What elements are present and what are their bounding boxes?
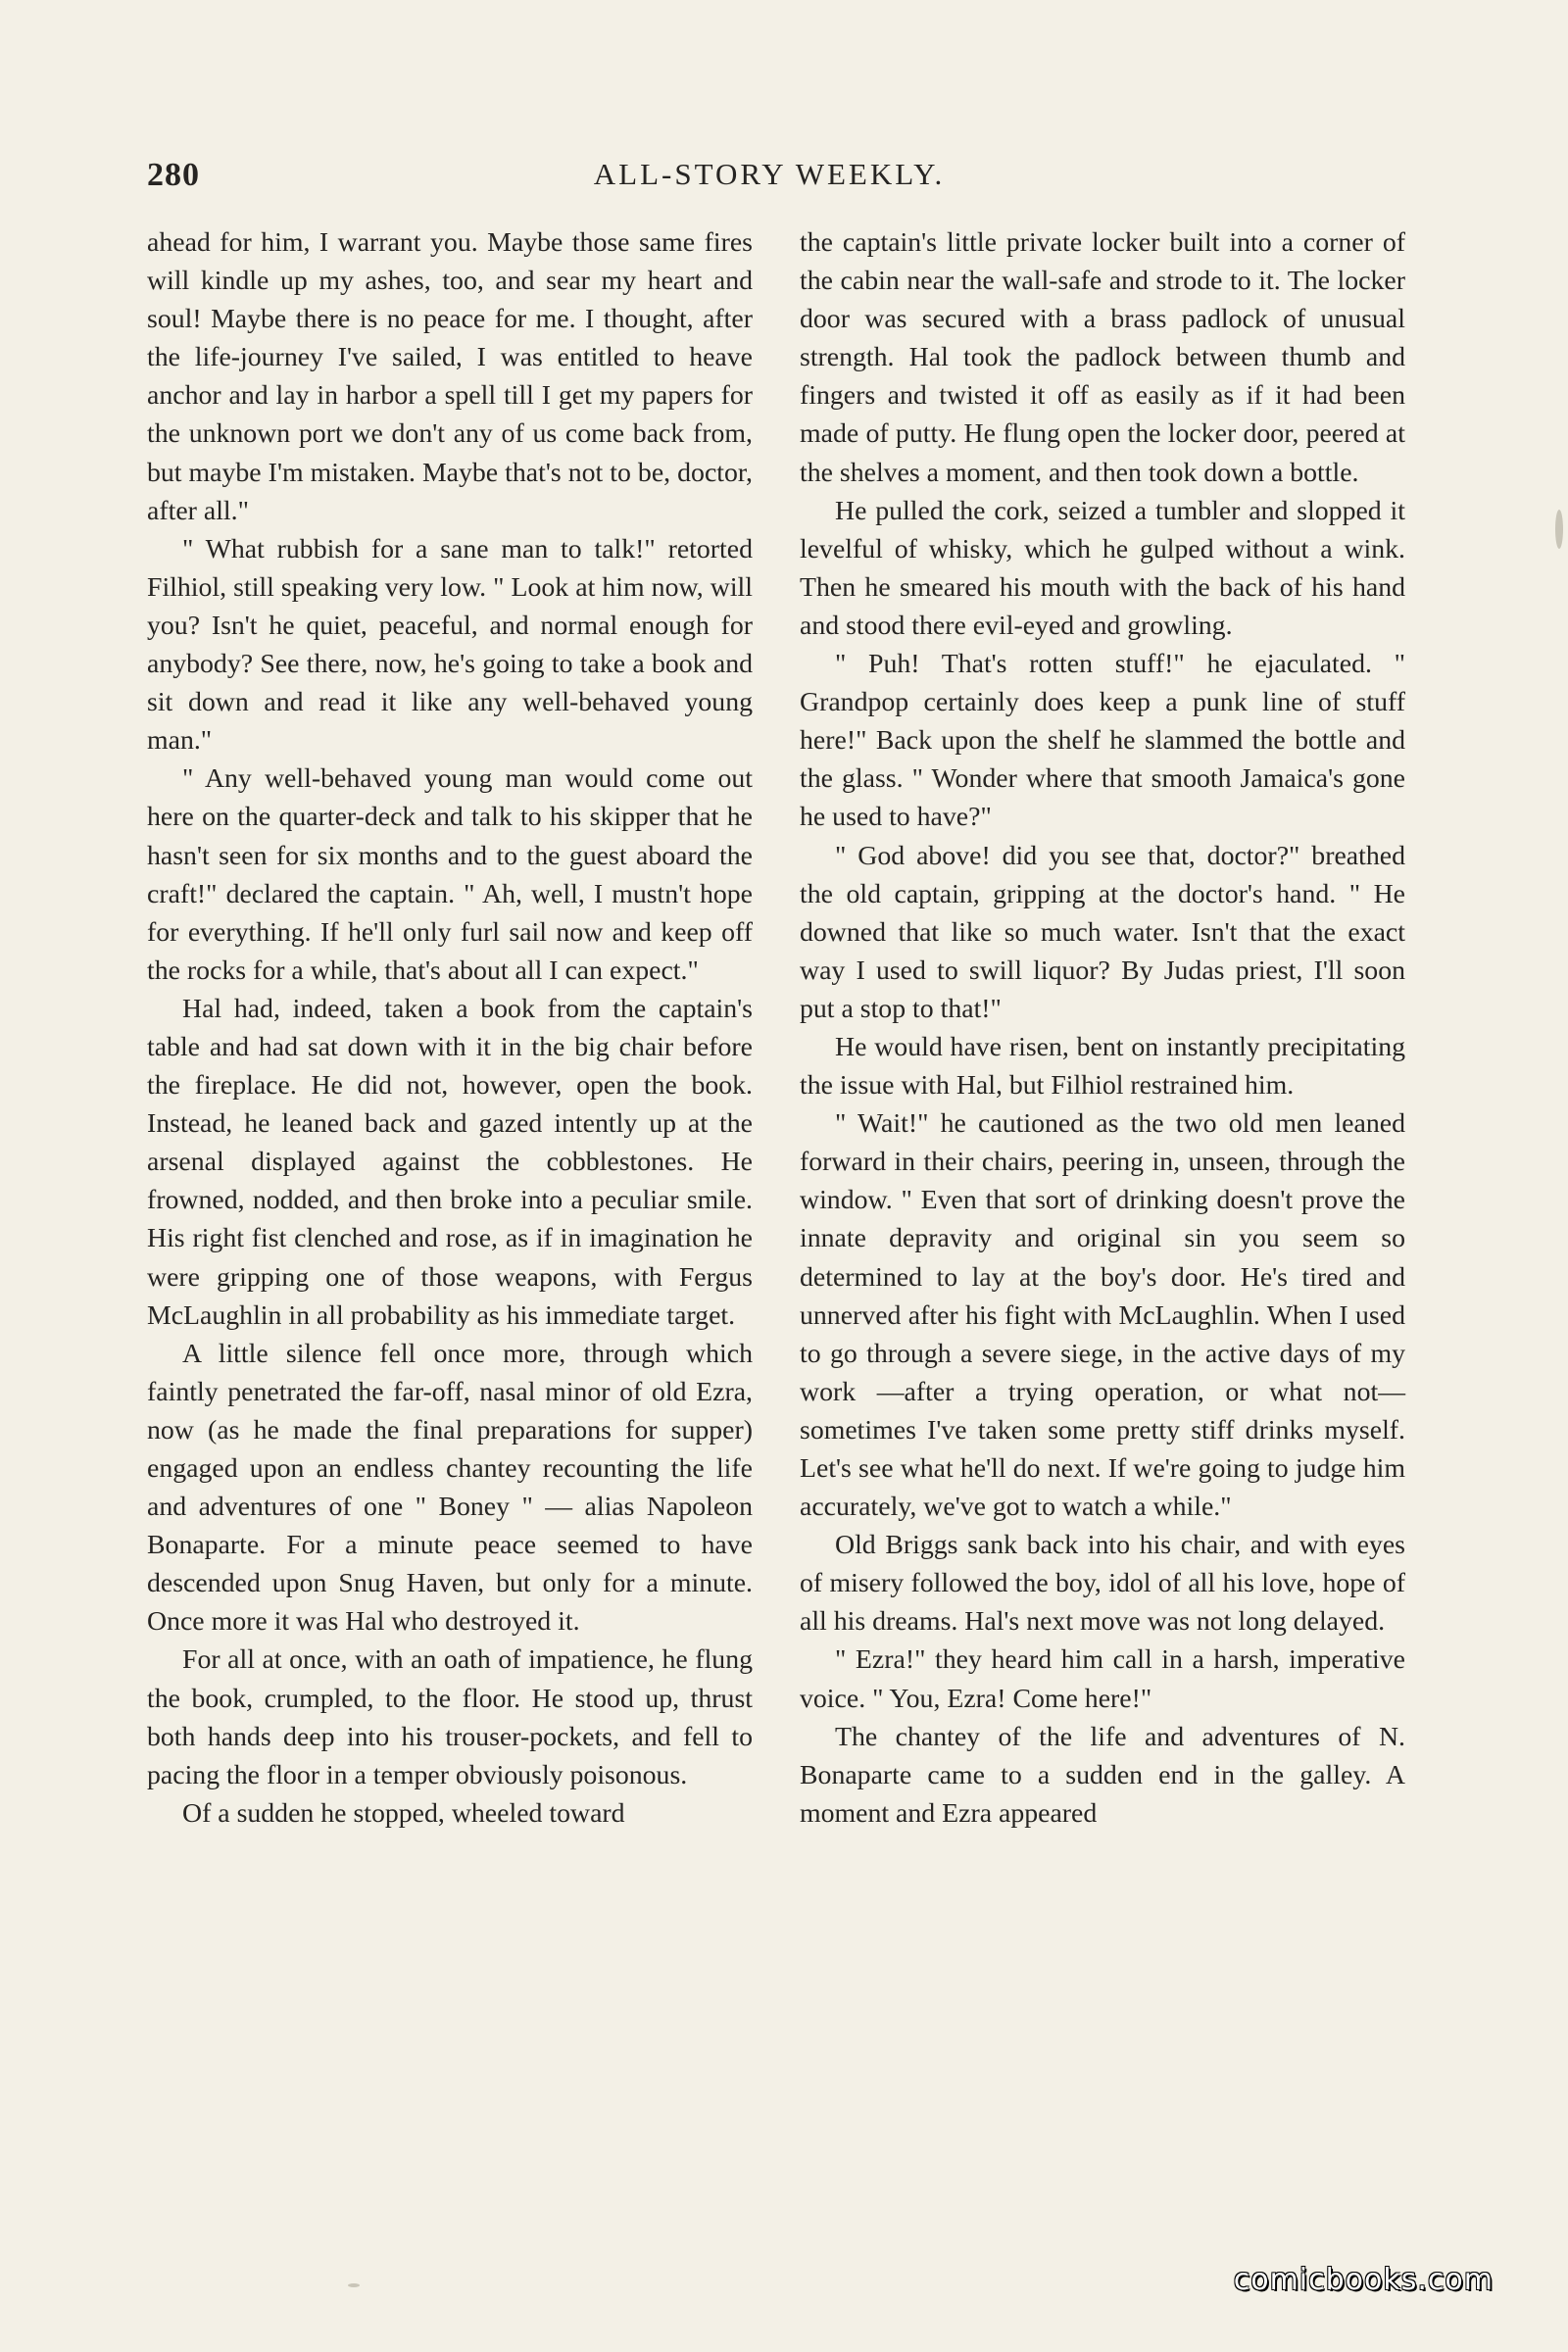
- paragraph: " God above! did you see that, doctor?" breathed the old captain, gripping at the doctor's hand. " He downed that like so much water. Isn't that the exact way I used to swill liquor? By Judas priest, I'll soon put a stop to that!": [800, 840, 1405, 1024]
- page-number: 280: [147, 157, 200, 193]
- paragraph: " Wait!" he cautioned as the two old men leaned forward in their chairs, peering in, unseen, through the window. " Even that sort of drinking doesn't prove the innate depravity and original sin you seem so determined to lay at the boy's door. He's tired and unnerved after his fight with McLaughlin. When I used to go through a severe siege, in the active days of my work —after a trying operation, or what not— sometimes I've taken some pretty stiff drinks myself. Let's see what he'll do next. If we're going to judge him accurately, we've got to watch a while.": [800, 1108, 1405, 1523]
- paragraph: " Ezra!" they heard him call in a harsh, imperative voice. " You, Ezra! Come here!": [800, 1644, 1405, 1714]
- page-header: [147, 157, 1392, 202]
- paragraph: He pulled the cork, seized a tumbler and slopped it levelful of whisky, which he gulped without a wink. Then he smeared his mouth with the back of his hand and stood there evil-eyed and growling.: [800, 495, 1405, 641]
- text-columns: [147, 223, 1405, 2223]
- watermark-logo: comicbooks.com: [1233, 2263, 1494, 2297]
- paragraph: " What rubbish for a sane man to talk!" retorted Filhiol, still speaking very low. " Look at him now, will you? Isn't he quiet, peaceful, and normal enough for anybody? See there, now, he's going to take a book and sit down and read it like any well-behaved young man.": [147, 533, 753, 757]
- paragraph: " Any well-behaved young man would come out here on the quarter-deck and talk to his skipper that he hasn't seen for six months and to the guest aboard the craft!" declared the captain. " Ah, well, I mustn't hope for everything. If he'll only furl sail now and keep off the rocks for a while, that's about all I can expect.": [147, 763, 753, 986]
- running-head: ALL-STORY WEEKLY.: [593, 157, 946, 191]
- paragraph: " Puh! That's rotten stuff!" he ejaculated. " Grandpop certainly does keep a punk line of stuff here!" Back upon the shelf he slammed the bottle and the glass. " Wonder where that smooth Jamaica's gone he used to have?": [800, 649, 1405, 833]
- paragraph: the captain's little private locker built into a corner of the cabin near the wall-safe and strode to it. The locker door was secured with a brass padlock of unusual strength. Hal took the padlock between thumb and fingers and twisted it off as easily as if it had been made of putty. He flung open the locker door, peered at the shelves a moment, and then took down a bottle.: [800, 227, 1405, 488]
- paragraph: Old Briggs sank back into his chair, and with eyes of misery followed the boy, idol of all his love, hope of all his dreams. Hal's next move was not long delayed.: [800, 1530, 1405, 1638]
- paper-speck: [1555, 510, 1563, 549]
- paragraph: He would have risen, bent on instantly precipitating the issue with Hal, but Filhiol restrained him.: [800, 1031, 1405, 1102]
- left-column: [147, 223, 753, 2223]
- paragraph: Hal had, indeed, taken a book from the captain's table and had sat down with it in the big chair before the fireplace. He did not, however, open the book. Instead, he leaned back and gazed intently up at the arsenal displayed against the cobblestones. He frowned, nodded, and then broke into a peculiar smile. His right fist clenched and rose, as if in imagination he were gripping one of those weapons, with Fergus McLaughlin in all probability as his immediate target.: [147, 993, 753, 1331]
- paragraph: For all at once, with an oath of impatience, he flung the book, crumpled, to the floor. He stood up, thrust both hands deep into his trouser-pockets, and fell to pacing the floor in a temper obviously poisonous.: [147, 1644, 753, 1790]
- paragraph: ahead for him, I warrant you. Maybe those same fires will kindle up my ashes, too, and sear my heart and soul! Maybe there is no peace for me. I thought, after the life-journey I've sailed, I was entitled to heave anchor and lay in harbor a spell till I get my papers for the unknown port we don't any of us come back from, but maybe I'm mistaken. Maybe that's not to be, doctor, after all.": [147, 227, 753, 526]
- paragraph: The chantey of the life and adventures of N. Bonaparte came to a sudden end in the galley. A moment and Ezra appeared: [800, 1721, 1405, 1829]
- paragraph: Of a sudden he stopped, wheeled toward: [182, 1797, 625, 1829]
- right-column: [800, 223, 1405, 2223]
- paragraph: A little silence fell once more, through which faintly penetrated the far-off, nasal minor of old Ezra, now (as he made the final preparations for supper) engaged upon an endless chantey recounting the life and adventures of one " Boney " — alias Napoleon Bonaparte. For a minute peace seemed to have descended upon Snug Haven, but only for a minute. Once more it was Hal who destroyed it.: [147, 1338, 753, 1638]
- paper-speck: [348, 2283, 360, 2287]
